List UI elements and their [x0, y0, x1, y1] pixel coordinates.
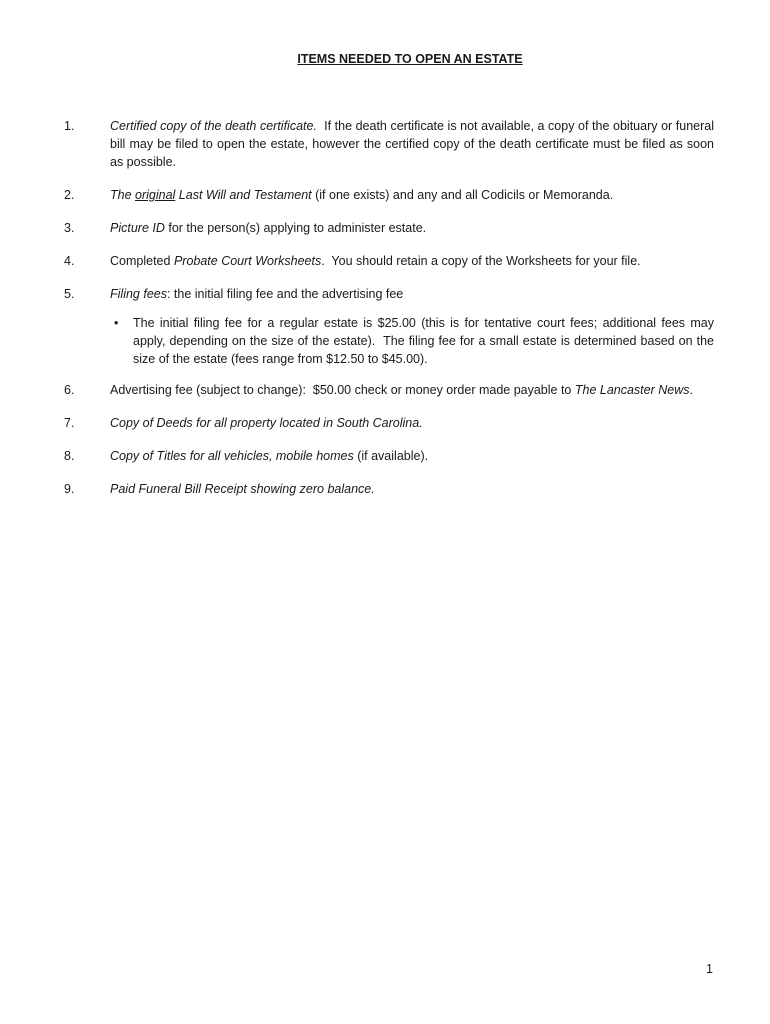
item-number: 7. — [64, 416, 75, 430]
item-number: 8. — [64, 449, 75, 463]
item-prefix: Advertising fee (subject to change): $50.00 check or money order made payable to — [110, 383, 575, 397]
item-lead: Certified copy of the death certificate. — [110, 119, 317, 133]
list-item-2 — [64, 186, 714, 204]
item-number: 6. — [64, 383, 75, 397]
underlined-word: original — [135, 188, 176, 202]
bullet-text: The initial filing fee for a regular estate is $25.00 (this is for tentative court fees; additional fees may apply, depending on the size of the estate). The filing fee for a small estate is determined based on the size of the estate (fees range from $12.50 to $45.00). — [133, 316, 718, 366]
item-text: for the person(s) applying to administer estate. — [164, 221, 427, 235]
item-text: : the initial filing fee and the advertising fee — [166, 287, 404, 301]
list-item-3 — [64, 219, 714, 237]
item-number: 9. — [64, 482, 75, 496]
bullet-icon: • — [114, 316, 119, 330]
item-lead-part: Last Will and Testament — [175, 188, 312, 202]
item-lead: Copy of Deeds for all property located in South Carolina. — [110, 416, 423, 430]
bullet-item — [110, 314, 718, 368]
list-item-1 — [64, 117, 718, 171]
item-lead — [110, 188, 312, 202]
item-lead: Picture ID — [110, 221, 165, 235]
item-number: 3. — [64, 221, 75, 235]
item-lead: Paid Funeral Bill Receipt showing zero balance. — [110, 482, 375, 496]
item-number: 1. — [64, 119, 75, 133]
item-number: 4. — [64, 254, 75, 268]
item-lead: The Lancaster News — [574, 383, 690, 397]
items-list — [64, 117, 718, 513]
item-text: . You should retain a copy of the Worksheets for your file. — [321, 254, 641, 268]
item-lead-part: The — [110, 188, 136, 202]
list-item-9 — [64, 480, 714, 498]
item-text: . — [689, 383, 693, 397]
list-item-8 — [64, 447, 714, 465]
list-item-5 — [64, 285, 714, 303]
page-number: 1 — [706, 962, 713, 976]
item-lead: Filing fees — [110, 287, 167, 301]
list-item-6 — [64, 381, 714, 399]
item-text: (if available). — [353, 449, 429, 463]
item-lead: Probate Court Worksheets — [173, 254, 322, 268]
item-number: 2. — [64, 188, 75, 202]
list-item-7 — [64, 414, 714, 432]
bullet-list — [110, 314, 718, 368]
item-number: 5. — [64, 287, 75, 301]
document-title: ITEMS NEEDED TO OPEN AN ESTATE — [297, 52, 523, 66]
item-text: If the death certificate is not available, a copy of the obituary or funeral bill may be filed to open the estate, however the certified copy of the death certificate must be filed as soon as possible. — [110, 119, 718, 169]
item-prefix: Completed — [110, 254, 174, 268]
item-lead: Copy of Titles for all vehicles, mobile homes — [110, 449, 354, 463]
list-item-4 — [64, 252, 714, 270]
item-text: (if one exists) and any and all Codicils or Memoranda. — [311, 188, 614, 202]
